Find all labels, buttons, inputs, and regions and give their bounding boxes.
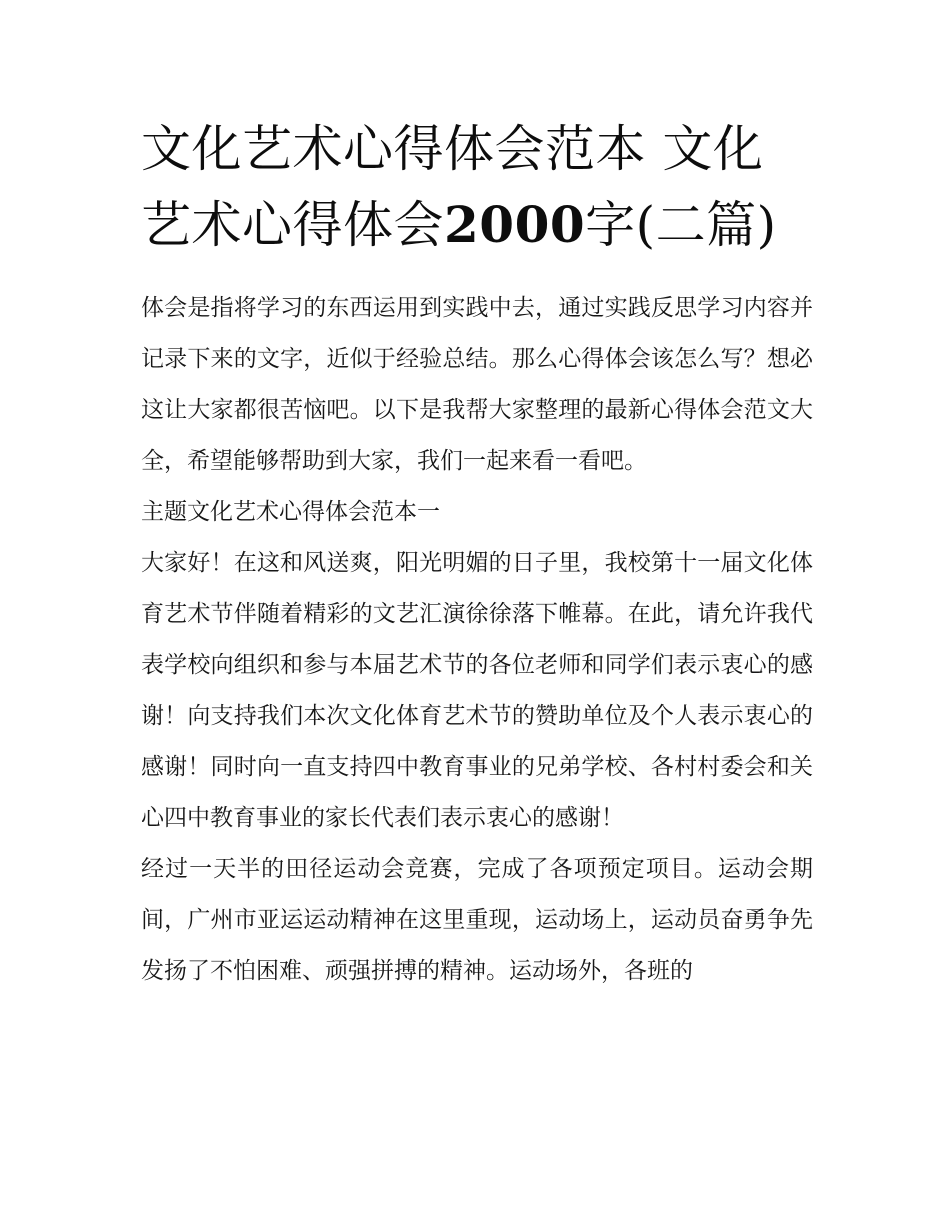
body-paragraph: 经过一天半的田径运动会竞赛，完成了各项预定项目。运动会期间，广州市亚运运动精神在这里重现，运动场上，运动员奋勇争先发扬了不怕困难、顽强拼搏的精神。运动场外，各班的	[141, 856, 813, 984]
title-text-part1: 文化艺术心得体会范本 文化艺术心得体会	[141, 120, 764, 254]
document-content	[141, 112, 813, 997]
intro-paragraph: 体会是指将学习的东西运用到实践中去，通过实践反思学习内容并记录下来的文字，近似于经验总结。那么心得体会该怎么写？想必这让大家都很苦恼吧。以下是我帮大家整理的最新心得体会范文大全，希望能够帮助到大家，我们一起来看一看吧。	[141, 295, 813, 474]
body-paragraph: 大家好！在这和风送爽，阳光明媚的日子里，我校第十一届文化体育艺术节伴随着精彩的文艺汇演徐徐落下帷幕。在此，请允许我代表学校向组织和参与本届艺术节的各位老师和同学们表示衷心的感谢！向支持我们本次文化体育艺术节的赞助单位及个人表示衷心的感谢！同时向一直支持四中教育事业的兄弟学校、各村村委会和关心四中教育事业的家长代表们表示衷心的感谢！	[141, 550, 813, 831]
section-heading: 主题文化艺术心得体会范本一	[141, 499, 440, 525]
document-body	[141, 283, 813, 997]
title-number: 2000	[444, 195, 586, 254]
document-title	[141, 112, 813, 263]
title-text-part2: 字(二篇)	[585, 196, 777, 254]
